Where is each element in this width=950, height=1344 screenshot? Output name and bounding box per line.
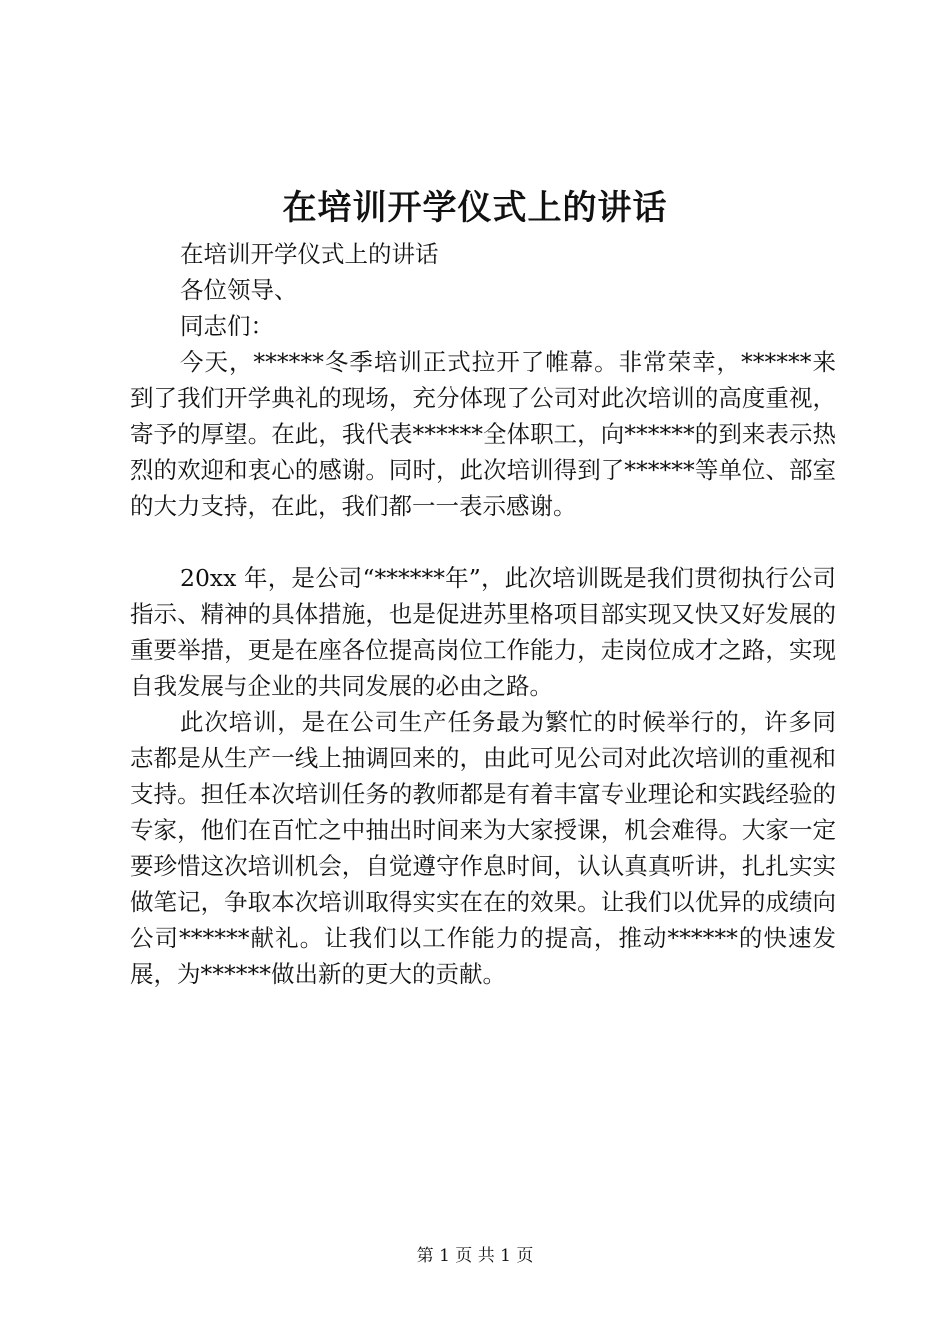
paragraph-significance: 20xx 年，是公司“******年”，此次培训既是我们贯彻执行公司指示、精神的具体措施，也是促进苏里格项目部实现又快又好发展的重要举措，更是在座各位提高岗位工作能力，走岗位成才之路，实现自我发展与企业的共同发展的必由之路。 xyxy=(130,564,836,700)
salutation-leaders: 各位领导、 xyxy=(180,276,298,304)
paragraph-opening: 今天，******冬季培训正式拉开了帷幕。非常荣幸，******来到了我们开学典礼的现场，充分体现了公司对此次培训的高度重视，寄予的厚望。在此，我代表******全体职工，向******的到来表示热烈的欢迎和衷心的感谢。同时，此次培训得到了******等单位、部室的大力支持，在此，我们都一一表示感谢。 xyxy=(130,348,836,520)
page-number: 第 1 页 共 1 页 xyxy=(416,1246,534,1266)
salutation-comrades: 同志们： xyxy=(180,312,274,340)
document-body xyxy=(130,236,836,992)
paragraph-spacer xyxy=(130,524,836,560)
paragraph-expectations: 此次培训，是在公司生产任务最为繁忙的时候举行的，许多同志都是从生产一线上抽调回来的，由此可见公司对此次培训的重视和支持。担任本次培训任务的教师都是有着丰富专业理论和实践经验的专家，他们在百忙之中抽出时间来为大家授课，机会难得。大家一定要珍惜这次培训机会，自觉遵守作息时间，认认真真听讲，扎扎实实做笔记，争取本次培训取得实实在在的效果。让我们以优异的成绩向公司******献礼。让我们以工作能力的提高，推动******的快速发展，为******做出新的更大的贡献。 xyxy=(130,708,836,988)
speech-heading: 在培训开学仪式上的讲话 xyxy=(180,240,439,268)
document-title: 在培训开学仪式上的讲话 xyxy=(282,188,668,228)
